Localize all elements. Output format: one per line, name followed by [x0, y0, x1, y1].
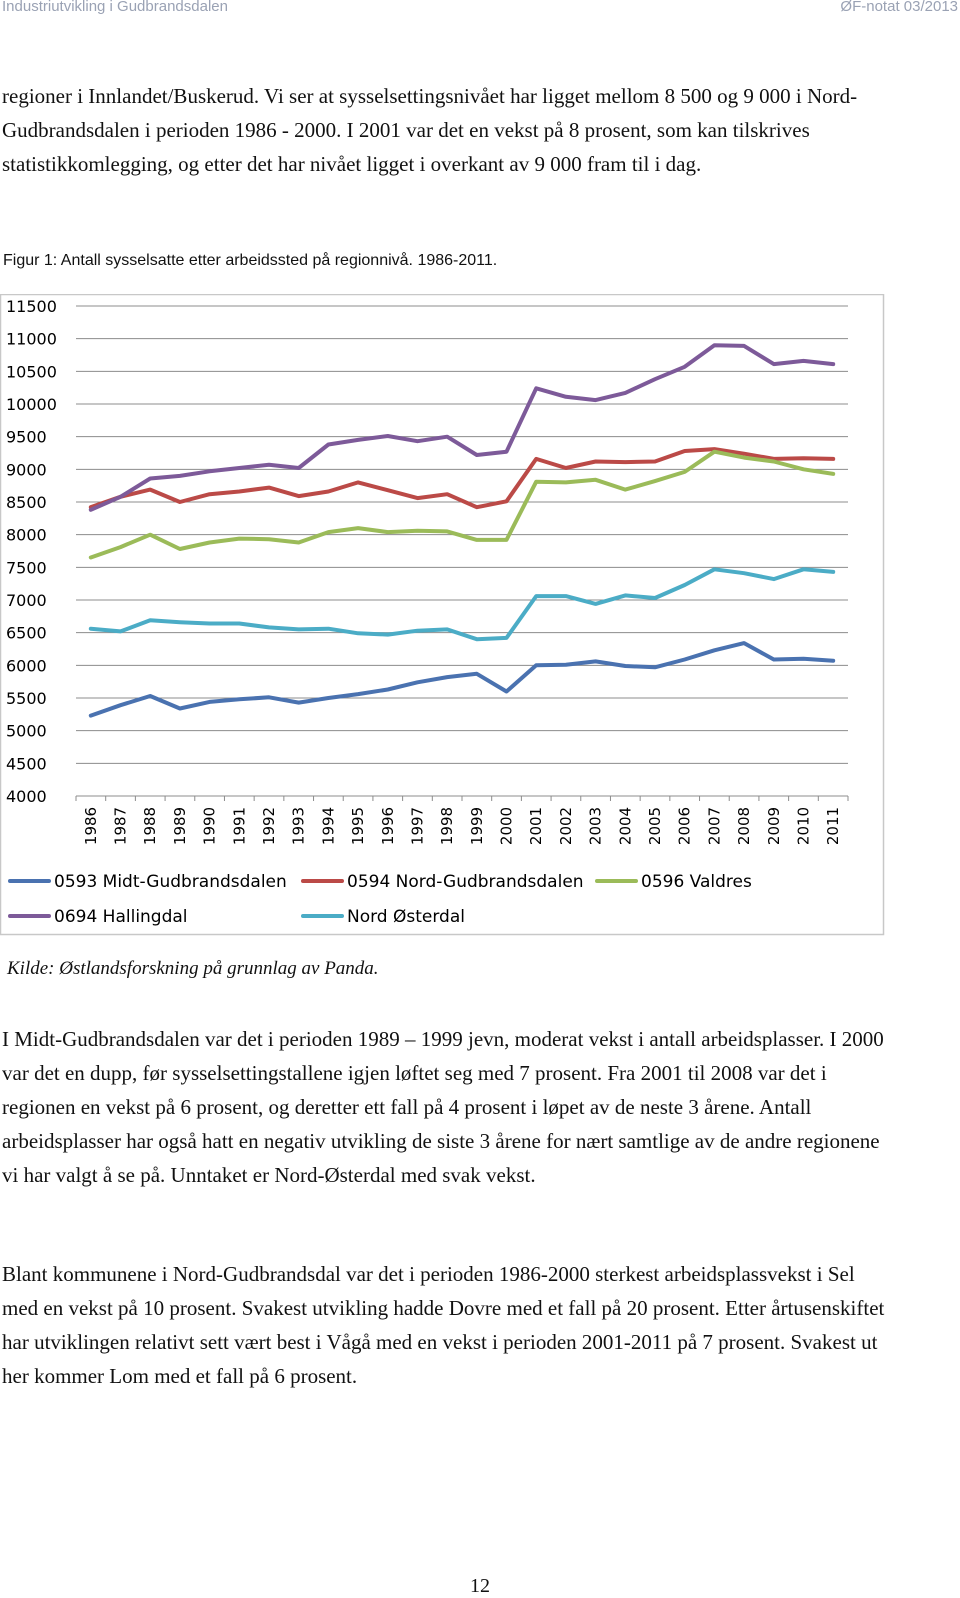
x-tick-label: 1990 [200, 806, 219, 846]
x-tick-label: 2000 [497, 806, 516, 846]
paragraph-midt-gudbrandsdalen: I Midt-Gudbrandsdalen var det i perioden 1989 – 1999 jevn, moderat vekst i antall arbeidsplasser. I 2000 var det en dupp, før sysselsettingstallene igjen løftet seg med 7 prosent. Fra 2001 til 2008 var det i regionen en vekst på 6 prosent, og deretter ett fall på 4 prosent i løpet av de neste 3 årene. Antall arbeidsplasser har også hatt en negativ utvikling de siste 3 årene for nært samtlige av de andre regionene vi har valgt å se på. Unntaket er Nord-Østerdal med svak vekst. [2, 1027, 884, 1187]
x-tick-label: 1998 [438, 806, 457, 846]
x-tick-label: 2009 [764, 806, 783, 846]
legend-label: 0694 Hallingdal [54, 907, 188, 927]
x-tick-label: 1987 [111, 806, 130, 846]
y-tick-label: 10500 [6, 362, 57, 382]
y-tick-label: 5500 [6, 689, 47, 708]
x-tick-label: 2004 [616, 806, 635, 846]
y-tick-label: 11500 [6, 297, 57, 316]
x-tick-label: 2003 [586, 806, 605, 846]
legend-label: 0596 Valdres [641, 872, 752, 892]
y-tick-label: 9000 [6, 460, 47, 480]
header-title: Industriutvikling i Gudbrandsdalen [2, 0, 228, 15]
y-tick-label: 7500 [6, 558, 47, 578]
x-tick-label: 2008 [735, 806, 754, 846]
y-tick-label: 7000 [6, 591, 47, 610]
intro-paragraph: regioner i Innlandet/Buskerud. Vi ser at sysselsettingsnivået har ligget mellom 8 500 og 9 000 i Nord- Gudbrandsdalen i perioden 1986 - 2000. I 2001 var det en vekst på 8 prosent, som kan tilskrives statistikkomlegging, og etter det har nivået ligget i overkant av 9 000 fram til i dag. [2, 84, 858, 176]
x-tick-label: 1989 [170, 806, 189, 846]
legend-label: Nord Østerdal [347, 907, 465, 927]
x-tick-label: 1994 [319, 806, 338, 846]
x-tick-label: 1999 [467, 806, 486, 846]
x-tick-label: 2006 [675, 806, 694, 846]
x-tick-label: 1988 [141, 806, 160, 846]
y-tick-label: 6000 [6, 656, 47, 676]
y-tick-label: 8000 [6, 525, 47, 545]
x-tick-label: 2005 [646, 806, 664, 846]
employment-line-chart [0, 294, 898, 952]
header-report-id: ØF-notat 03/2013 [840, 0, 958, 15]
x-tick-label: 1993 [289, 806, 308, 846]
y-tick-label: 4500 [6, 754, 47, 774]
y-tick-label: 5000 [6, 721, 47, 741]
x-tick-label: 1997 [408, 806, 427, 846]
y-tick-label: 8500 [6, 493, 47, 512]
x-tick-label: 2002 [556, 806, 575, 846]
x-tick-label: 1992 [260, 806, 278, 846]
y-tick-label: 10000 [6, 395, 57, 414]
x-tick-label: 2007 [705, 806, 724, 846]
x-tick-label: 2010 [794, 806, 813, 846]
y-tick-label: 11000 [6, 329, 57, 349]
x-tick-label: 1986 [81, 806, 100, 846]
page-header [0, 0, 960, 16]
paragraph-nord-gudbrandsdal: Blant kommunene i Nord-Gudbrandsdal var det i perioden 1986-2000 sterkest arbeidsplassvekst i Sel med en vekst på 10 prosent. Svakest utvikling hadde Dovre med et fall på 20 prosent. Etter årtusenskiftet har utviklingen relativt sett vært best i Vågå med en vekst i perioden 2001-2011 på 7 prosent. Svakest ut her kommer Lom med et fall på 6 prosent. [2, 1262, 885, 1388]
x-tick-label: 2011 [824, 806, 843, 846]
legend-label: 0593 Midt-Gudbrandsdalen [54, 872, 287, 892]
legend-label: 0594 Nord-Gudbrandsdalen [347, 872, 584, 892]
page-number: 12 [470, 1575, 490, 1597]
chart-source: Kilde: Østlandsforskning på grunnlag av Panda. [7, 958, 379, 979]
x-tick-label: 1991 [230, 806, 249, 846]
figure-caption: Figur 1: Antall sysselsatte etter arbeidssted på regionnivå. 1986-2011. [3, 252, 498, 269]
y-tick-label: 4000 [6, 787, 47, 806]
y-tick-label: 9500 [6, 427, 47, 447]
x-tick-label: 1995 [349, 806, 368, 846]
x-tick-label: 1996 [378, 806, 397, 846]
x-tick-label: 2001 [527, 806, 546, 846]
y-tick-label: 6500 [6, 623, 47, 643]
chart-svg [0, 294, 898, 952]
